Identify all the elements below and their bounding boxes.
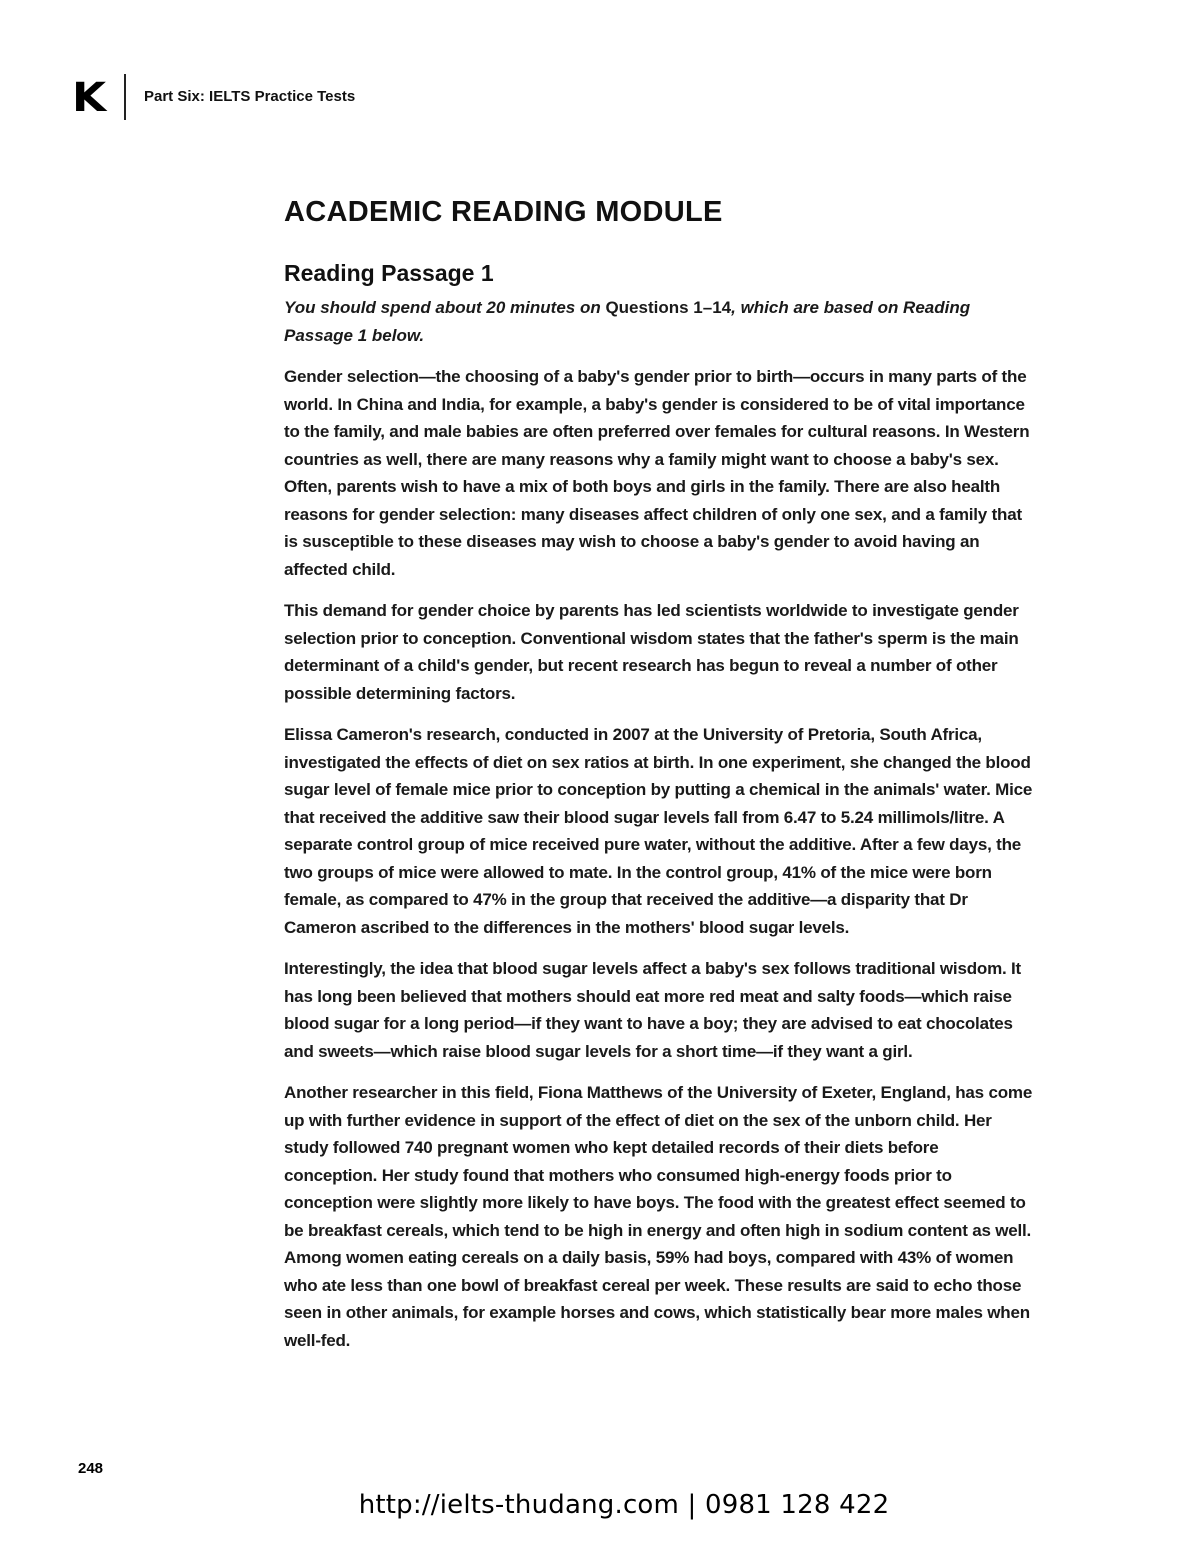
instructions-prefix: You should spend about 20 minutes on xyxy=(284,298,606,317)
passage-paragraph-3: Elissa Cameron's research, conducted in 2007 at the University of Pretoria, South Africa, investigated the effects of diet on sex ratios at birth. In one experiment, she changed the blood sugar level of female mice prior to conception by putting a chemical in the animals' water. Mice that received the additive saw their blood sugar levels fall from 6.47 to 5.24 millimols/litre. A separate control group of mice received pure water, without the additive. After a few days, the two groups of mice were allowed to mate. In the control group, 41% of the mice were born female, as compared to 47% in the group that received the additive—a disparity that Dr Cameron ascribed to the differences in the mothers' blood sugar levels. xyxy=(284,725,1033,937)
passage-title: Reading Passage 1 xyxy=(284,260,494,286)
page-header xyxy=(72,70,972,120)
passage-paragraph-5: Another researcher in this field, Fiona Matthews of the University of Exeter, England, has come up with further evidence in support of the effect of diet on the sex of the unborn child. Her study followed 740 pregnant women who kept detailed records of their diets before conception. Her study found that mothers who consumed high-energy foods prior to conception were slightly more likely to have boys. The food with the greatest effect seemed to be breakfast cereals, which tend to be high in energy and often high in sodium content as well. Among women eating cereals on a daily basis, 59% had boys, compared with 43% of women who ate less than one bowl of breakfast cereal per week. These results are said to echo those seen in other animals, for example horses and cows, which statistically bear more males when well-fed. xyxy=(284,1083,1033,1350)
header-divider xyxy=(124,74,126,120)
page-number: 248 xyxy=(78,1460,104,1477)
passage-instructions xyxy=(284,294,1034,349)
publisher-logo: K xyxy=(72,75,104,121)
passage-paragraph-4: Interestingly, the idea that blood sugar levels affect a baby's sex follows traditional wisdom. It has long been believed that mothers should eat more red meat and salty foods—which raise blood sugar for a long period—if they want to have a boy; they are advised to eat chocolates and sweets—which raise blood sugar levels for a short time—if they want a girl. xyxy=(284,959,1022,1061)
passage-paragraph-2: This demand for gender choice by parents has led scientists worldwide to investigate gender selection prior to conception. Conventional wisdom states that the father's sperm is the main determinant of a child's gender, but recent research has begun to reveal a number of other possible determining factors. xyxy=(284,601,1019,703)
section-label: Part Six: IELTS Practice Tests xyxy=(144,88,356,105)
module-title: ACADEMIC READING MODULE xyxy=(284,196,723,228)
footer-watermark-url: http://ielts-thudang.com | 0981 128 422 xyxy=(358,1490,890,1520)
passage-paragraph-1: Gender selection—the choosing of a baby's gender prior to birth—occurs in many parts of the world. In China and India, for example, a baby's gender is considered to be of vital importance to the family, and male babies are often preferred over females for cultural reasons. In Western countries as well, there are many reasons why a family might want to choose a baby's sex. Often, parents wish to have a mix of both boys and girls in the family. There are also health reasons for gender selection: many diseases affect children of only one sex, and a family that is susceptible to these diseases may wish to choose a baby's gender to avoid having an affected child. xyxy=(284,367,1030,579)
instructions-questions: Questions 1–14 xyxy=(605,298,732,317)
reading-content xyxy=(284,190,1034,1354)
instructions-suffix: , which are based on Reading Passage 1 below. xyxy=(284,298,971,345)
